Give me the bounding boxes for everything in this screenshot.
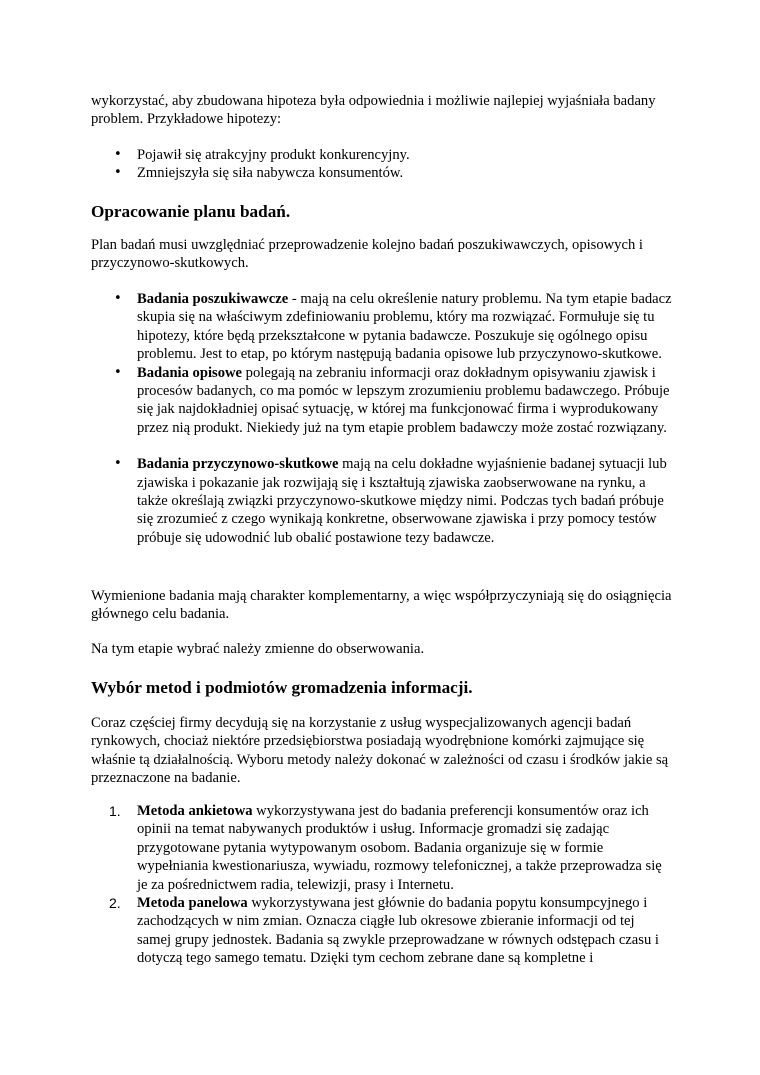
section-heading-plan: Opracowanie planu badań. xyxy=(91,202,291,221)
complementary-paragraph: Wymienione badania mają charakter komplementarny, a więc współprzyczyniają się do osiągnięcia głównego celu badania. xyxy=(91,588,672,623)
list-item: • Zmniejszyła się siła nabywcza konsumentów. xyxy=(114,165,404,182)
term-label: Badania przyczynowo-skutkowe xyxy=(137,456,339,473)
plan-intro-paragraph: Plan badań musi uwzględniać przeprowadzenie kolejno badań poszukiwawczych, opisowych i przyczynowo-skutkowych. xyxy=(91,237,643,272)
term-label: Badania opisowe xyxy=(137,364,243,381)
list-item: • Badania opisowe polegają na zebraniu informacji oraz dokładnym opisywaniu zjawisk i procesów badanych, co ma pomóc w lepszym zrozumieniu problemu badawczego. Próbuje się jak najdokładniej opisać sytuację, w której ma funkcjonować firma i wyprodukowany przez nią produkt. Niekiedy już na tym etapie problem badawczy może zostać rozwiązany. xyxy=(114,364,670,436)
bullet-icon: • xyxy=(114,364,122,380)
list-item: • Badania poszukiwawcze - mają na celu określenie natury problemu. Na tym etapie badacz skupia się na właściwym zdefiniowaniu problemu, który ma rozwiązać. Formułuje się tu hipotezy, które będą przekształcone w pytania badawcze. Poszukuje się ogólnego opisu problemu. Jest to etap, po którym następują badania opisowe lub przyczynowo-skutkowe. xyxy=(114,291,672,363)
intro-paragraph: wykorzystać, aby zbudowana hipoteza była odpowiednia i możliwie najlepiej wyjaśniała badany problem. Przykładowe hipotezy: xyxy=(91,93,656,128)
bullet-icon: • xyxy=(114,291,122,306)
list-number: 2. xyxy=(109,895,121,912)
methods-list xyxy=(91,802,672,968)
variables-paragraph: Na tym etapie wybrać należy zmienne do obserwowania. xyxy=(91,641,425,657)
bullet-icon: • xyxy=(114,147,122,162)
list-item: • Badania przyczynowo-skutkowe mają na celu dokładne wyjaśnienie badanej sytuacji lub zjawiska i pokazanie jak rozwijają się i kształtują zjawiska zaobserwowane na rynku, a także określają związki przyczynowo-skutkowe między nimi. Podczas tych badań próbuje się zrozumieć z czego wynikają konkretne, obserwowane zjawiska i przy pomocy testów próbuje się udowodnić lub obalić postawione tezy badawcze. xyxy=(114,456,667,546)
bullet-icon: • xyxy=(114,456,122,472)
list-item: 2. Metoda panelowa wykorzystywana jest głównie do badania popytu konsumpcyjnego i zachodzących w nim zmian. Oznacza ciągłe lub okresowe zbieranie informacji od tej samej grupy jednostek. Badania są zwykle przeprowadzane w równych odstępach czasu i dotyczą tego samego tematu. Dzięki tym cechom zebrane dane są kompletne i xyxy=(109,895,659,967)
list-item: 1. Metoda ankietowa wykorzystywana jest do badania preferencji konsumentów oraz ich opinii na temat nabywanych produktów i usług. Informacje gromadzi się zadając przygotowane pytania wytypowanym osobom. Badania organizuje się w formie wypełniania kwestionariusza, wywiadu, rozmowy telefonicznej, a także przeprowadza się je za pośrednictwem radia, telewizji, prasy i Internetu. xyxy=(109,803,662,893)
hypotheses-list xyxy=(91,146,672,183)
term-label: Metoda ankietowa xyxy=(137,803,253,819)
list-number: 1. xyxy=(109,803,121,819)
research-types-list xyxy=(91,290,672,547)
methods-intro-paragraph: Coraz częściej firmy decydują się na korzystanie z usług wyspecjalizowanych agencji badań rynkowych, chociaż niektóre przedsiębiorstwa posiadają wyodrębnione komórki zajmujące się właśnie tą działalnością. Wyboru metody należy dokonać w zależności od czasu i środków jakie są przeznaczone na badanie. xyxy=(91,715,669,787)
section-heading-methods: Wybór metod i podmiotów gromadzenia informacji. xyxy=(91,678,473,697)
list-item: • Pojawił się atrakcyjny produkt konkurencyjny. xyxy=(114,147,410,163)
term-label: Badania poszukiwawcze xyxy=(137,291,289,307)
term-label: Metoda panelowa xyxy=(137,895,248,912)
bullet-icon: • xyxy=(114,165,122,181)
